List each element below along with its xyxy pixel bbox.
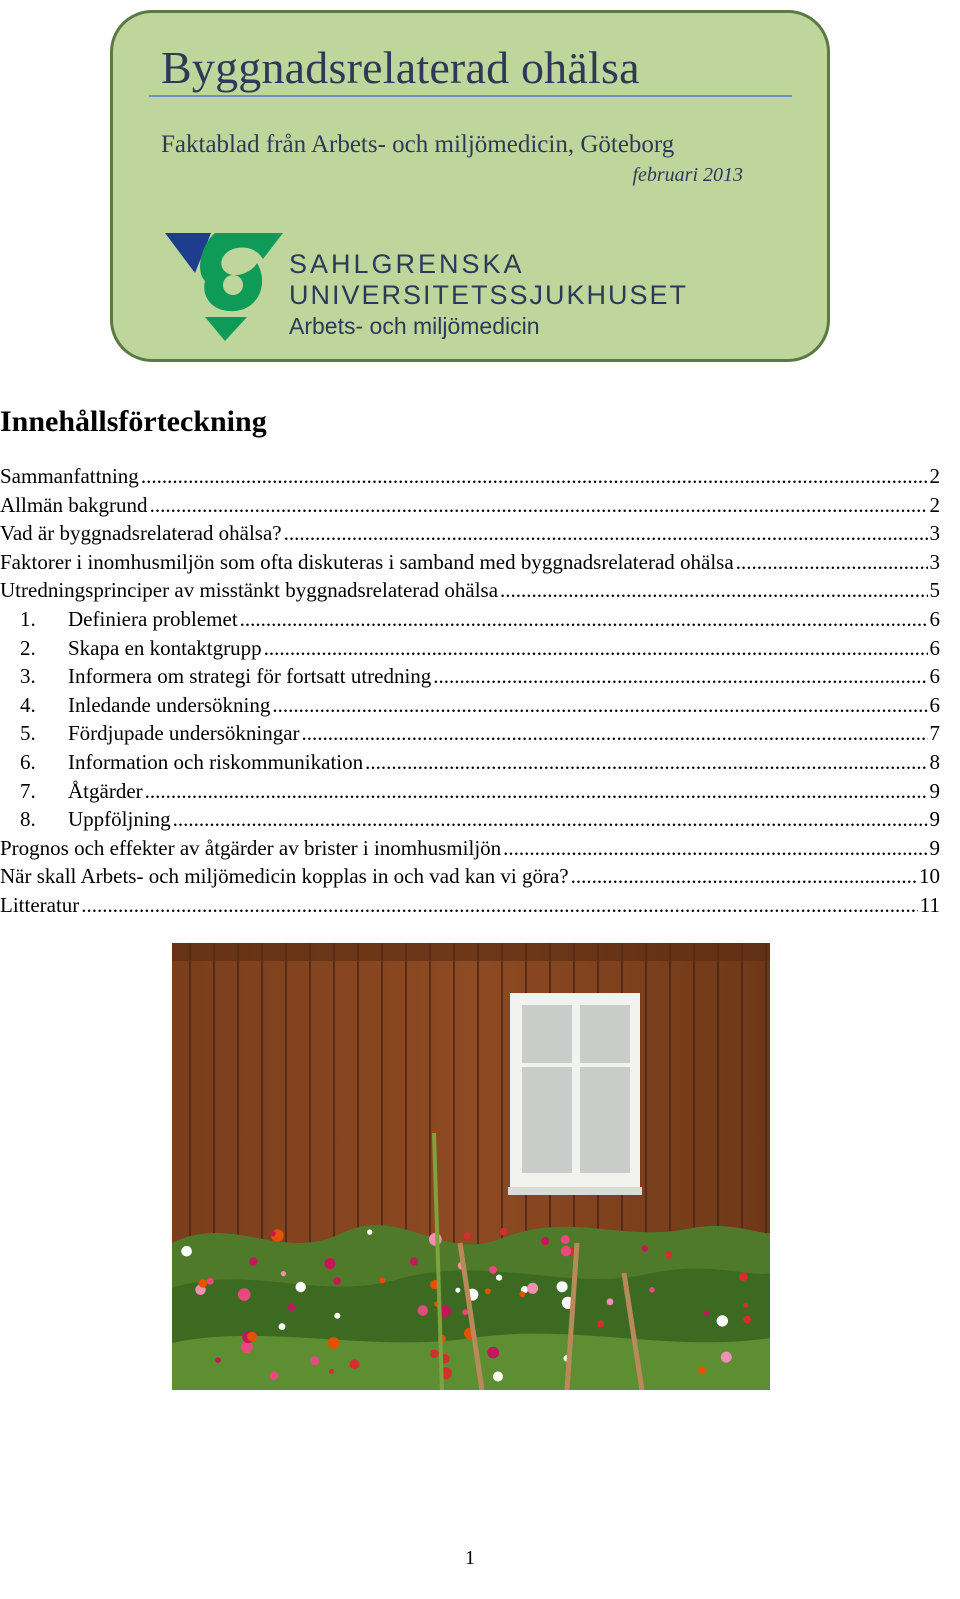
toc-entry-title: Utredningsprinciper av misstänkt byggnadsrelaterad ohälsa [0, 578, 499, 603]
toc-entry-page: 6 [929, 635, 940, 660]
toc-entry-page: 7 [929, 721, 940, 746]
toc-entry-number: 1. [20, 606, 36, 631]
toc-entry-page: 6 [929, 664, 940, 689]
toc-dot-leader [433, 662, 927, 691]
toc-entry[interactable] [0, 662, 940, 691]
toc-entry[interactable] [0, 777, 940, 806]
logo-text-line3: Arbets- och miljömedicin [289, 313, 540, 339]
toc-entry-number: 6. [20, 749, 36, 774]
toc-entry-number: 5. [20, 721, 36, 746]
toc-entry-title: Information och riskommunikation [68, 749, 364, 774]
toc-entry[interactable] [0, 719, 940, 748]
toc-entry-title: Allmän bakgrund [0, 492, 148, 517]
toc-entry-page: 2 [929, 492, 940, 517]
toc-entry[interactable] [0, 576, 940, 605]
banner-title: Byggnadsrelaterad ohälsa [161, 42, 640, 93]
toc-entry-title: Litteratur [0, 892, 80, 917]
toc-dot-leader [272, 691, 927, 720]
banner-date: februari 2013 [632, 164, 743, 186]
toc-entry-page: 11 [919, 892, 940, 917]
page-number: 1 [465, 1547, 475, 1569]
toc-entry-page: 6 [929, 606, 940, 631]
sahlgrenska-logo-icon [165, 231, 285, 343]
toc-dot-leader [81, 891, 917, 920]
toc-entry-title: Faktorer i inomhusmiljön som ofta diskuteras i samband med byggnadsrelaterad ohälsa [0, 549, 734, 574]
toc-entry[interactable] [0, 834, 940, 863]
toc-entry[interactable] [0, 805, 940, 834]
toc-entry-title: Vad är byggnadsrelaterad ohälsa? [0, 521, 282, 546]
banner-subtitle: Faktablad från Arbets- och miljömedicin, Göteborg [161, 131, 675, 158]
toc-dot-leader [264, 634, 928, 663]
logo-text-line2: UNIVERSITETSSJUKHUSET [289, 280, 689, 310]
toc-entry-page: 8 [929, 749, 940, 774]
toc-entry-number: 7. [20, 778, 36, 803]
toc-entry-page: 6 [929, 692, 940, 717]
toc-entry[interactable] [0, 634, 940, 663]
toc-entry-title: Definiera problemet [68, 606, 238, 631]
toc-entry-page: 3 [929, 549, 940, 574]
toc-dot-leader [571, 862, 917, 891]
toc-entry-page: 2 [929, 464, 940, 488]
toc-entry-number: 4. [20, 692, 36, 717]
toc-dot-leader [365, 748, 927, 777]
toc-entry[interactable] [0, 462, 940, 491]
toc-dot-leader [284, 519, 928, 548]
toc-entry-title: När skall Arbets- och miljömedicin kopplas in och vad kan vi göra? [0, 864, 569, 889]
toc-entry-number: 8. [20, 807, 36, 832]
toc-entry-number: 3. [20, 664, 36, 689]
toc-entry[interactable] [0, 491, 940, 520]
toc-dot-leader [503, 834, 927, 863]
toc-dot-leader [145, 777, 928, 806]
toc-dot-leader [736, 548, 928, 577]
toc-entry-title: Uppföljning [68, 807, 171, 832]
toc-entry-page: 3 [929, 521, 940, 546]
logo-text-line1: SAHLGRENSKA [289, 249, 525, 279]
toc-dot-leader [500, 576, 927, 605]
toc-dot-leader [302, 719, 928, 748]
toc-entry-page: 10 [919, 864, 940, 889]
toc-entry[interactable] [0, 862, 940, 891]
toc-entry-page: 9 [929, 778, 940, 803]
toc-entry-title: Sammanfattning [0, 464, 139, 488]
house-photo [172, 943, 770, 1390]
toc-dot-leader [141, 462, 928, 491]
toc-entry[interactable] [0, 891, 940, 920]
toc-entry-number: 2. [20, 635, 36, 660]
toc-entry-title: Åtgärder [68, 778, 143, 803]
toc-entry-title: Prognos och effekter av åtgärder av brister i inomhusmiljön [0, 835, 502, 860]
toc-entry-page: 5 [929, 578, 940, 603]
toc-dot-leader [150, 491, 928, 520]
toc-dot-leader [173, 805, 928, 834]
toc-entry-title: Inledande undersökning [68, 692, 271, 717]
toc-entry-title: Skapa en kontaktgrupp [68, 635, 262, 660]
toc-entry-title: Fördjupade undersökningar [68, 721, 300, 746]
banner-divider [149, 95, 792, 97]
toc-entry-page: 9 [929, 807, 940, 832]
toc-entry[interactable] [0, 519, 940, 548]
toc-entry[interactable] [0, 691, 940, 720]
toc-entry[interactable] [0, 605, 940, 634]
toc-heading: Innehållsförteckning [0, 405, 267, 438]
toc-dot-leader [240, 605, 928, 634]
table-of-contents [0, 462, 940, 920]
toc-entry-page: 9 [929, 835, 940, 860]
toc-entry[interactable] [0, 748, 940, 777]
cover-banner [110, 10, 830, 362]
toc-entry-title: Informera om strategi för fortsatt utredning [68, 664, 432, 689]
toc-entry[interactable] [0, 548, 940, 577]
